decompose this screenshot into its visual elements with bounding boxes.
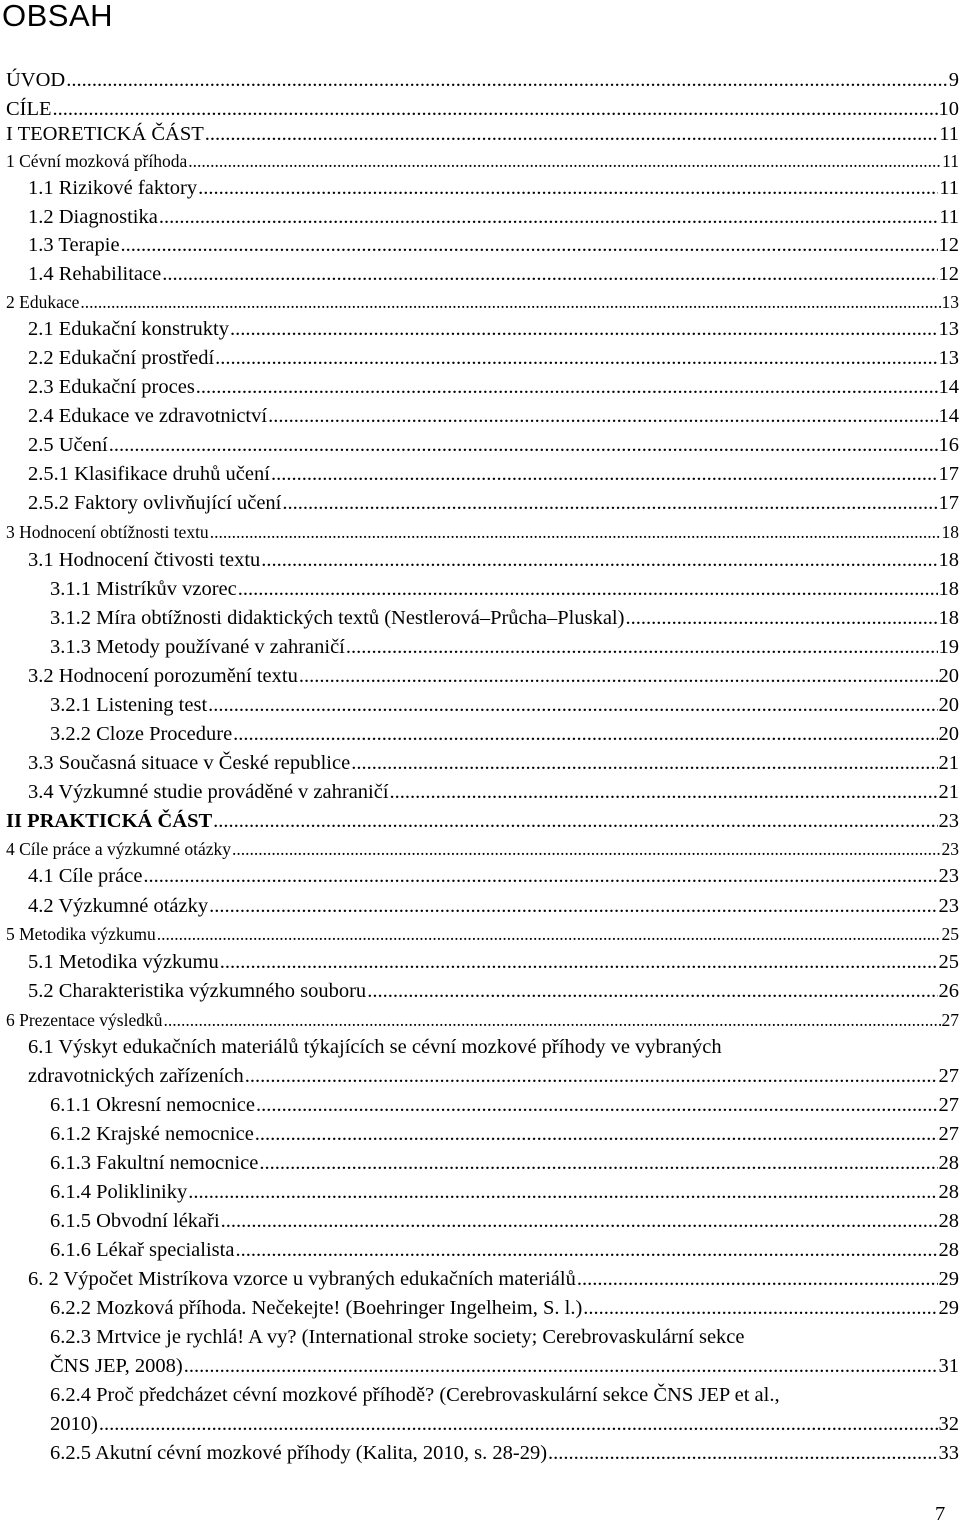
toc-entry[interactable]: 2010) ..... 32 xyxy=(50,1410,959,1439)
toc-entry[interactable]: 4 Cíle práce a výzkumné otázky ..... 23 xyxy=(6,835,959,864)
toc-entry[interactable]: 3.1.3 Metody používané v zahraničí ..... 19 xyxy=(50,633,959,662)
toc-entry[interactable]: 3.2.2 Cloze Procedure ..... 20 xyxy=(50,720,959,749)
toc-entry[interactable]: 6.1.3 Fakultní nemocnice ..... 28 xyxy=(50,1149,959,1178)
toc-entry-first-line[interactable]: 6.2.3 Mrtvice je rychlá! A vy? (International stroke society; Cerebrovaskulární sekce xyxy=(50,1326,745,1348)
toc-entry[interactable]: 3.1.2 Míra obtížnosti didaktických textů (Nestlerová–Průcha–Pluskal) ..... 18 xyxy=(50,604,959,633)
toc-entry[interactable]: 4.1 Cíle práce ..... 23 xyxy=(28,862,959,891)
toc-entry[interactable]: 6.1.4 Polikliniky ..... 28 xyxy=(50,1178,959,1207)
toc-entry[interactable]: II PRAKTICKÁ ČÁST ..... 23 xyxy=(6,807,959,836)
toc-entry[interactable]: 6 Prezentace výsledků ..... 27 xyxy=(6,1006,959,1035)
toc-entry[interactable]: 2.3 Edukační proces ..... 14 xyxy=(28,373,959,402)
toc-entry[interactable]: 6.1.5 Obvodní lékaři ..... 28 xyxy=(50,1207,959,1236)
toc-entry[interactable]: zdravotnických zařízeních ..... 27 xyxy=(28,1062,959,1091)
toc-entry[interactable]: 3.1 Hodnocení čtivosti textu ..... 18 xyxy=(28,546,959,575)
toc-entry[interactable]: 5.2 Charakteristika výzkumného souboru ..... 26 xyxy=(28,977,959,1006)
toc-entry[interactable]: 2.5.2 Faktory ovlivňující učení ..... 17 xyxy=(28,489,959,518)
toc-entry[interactable]: 1.1 Rizikové faktory ..... 11 xyxy=(28,174,959,203)
toc-entry[interactable]: 1 Cévní mozková příhoda ..... 11 xyxy=(6,147,959,176)
toc-entry-first-line[interactable]: 6.2.4 Proč předcházet cévní mozkové příhodě? (Cerebrovaskulární sekce ČNS JEP et al., xyxy=(50,1384,780,1406)
toc-entry-first-line[interactable]: 6.1 Výskyt edukačních materiálů týkajících se cévní mozkové příhody ve vybraných xyxy=(28,1036,722,1058)
toc-entry[interactable]: 3.3 Současná situace v České republice ..... 21 xyxy=(28,749,959,778)
toc-entry[interactable]: 2.2 Edukační prostředí ..... 13 xyxy=(28,344,959,373)
toc-entry[interactable]: 3.2.1 Listening test ..... 20 xyxy=(50,691,959,720)
toc-entry[interactable]: 1.4 Rehabilitace ..... 12 xyxy=(28,260,959,289)
toc-entry[interactable]: 6. 2 Výpočet Mistríkova vzorce u vybraných edukačních materiálů ..... 29 xyxy=(28,1265,959,1294)
toc-entry[interactable]: 4.2 Výzkumné otázky ..... 23 xyxy=(28,892,959,921)
toc-entry[interactable]: 3.4 Výzkumné studie prováděné v zahraničí ..... 21 xyxy=(28,778,959,807)
toc-entry[interactable]: ČNS JEP, 2008) ..... 31 xyxy=(50,1352,959,1381)
toc-entry[interactable]: 3.1.1 Mistríkův vzorec ..... 18 xyxy=(50,575,959,604)
toc-entry[interactable]: 2 Edukace ..... 13 xyxy=(6,288,959,317)
toc-entry[interactable]: 5.1 Metodika výzkumu ..... 25 xyxy=(28,948,959,977)
toc-entry[interactable]: 1.2 Diagnostika ..... 11 xyxy=(28,203,959,232)
toc-entry[interactable]: 5 Metodika výzkumu ..... 25 xyxy=(6,920,959,949)
toc-entry[interactable]: 1.3 Terapie ..... 12 xyxy=(28,231,959,260)
toc-entry[interactable]: I TEORETICKÁ ČÁST ..... 11 xyxy=(6,120,959,149)
toc-entry[interactable]: 2.1 Edukační konstrukty ..... 13 xyxy=(28,315,959,344)
page-title: OBSAH xyxy=(2,0,114,33)
toc-entry[interactable]: 6.1.6 Lékař specialista ..... 28 xyxy=(50,1236,959,1265)
toc-entry[interactable]: 2.5.1 Klasifikace druhů učení ..... 17 xyxy=(28,460,959,489)
toc-entry[interactable]: 6.2.2 Mozková příhoda. Nečekejte! (Boehringer Ingelheim, S. l.) ..... 29 xyxy=(50,1294,959,1323)
toc-entry[interactable]: 2.4 Edukace ve zdravotnictví ..... 14 xyxy=(28,402,959,431)
page-number: 7 xyxy=(935,1503,946,1525)
toc-entry[interactable]: 2.5 Učení ..... 16 xyxy=(28,431,959,460)
toc-entry[interactable]: 3.2 Hodnocení porozumění textu ..... 20 xyxy=(28,662,959,691)
toc-entry[interactable]: 6.2.5 Akutní cévní mozkové příhody (Kalita, 2010, s. 28-29) ..... 33 xyxy=(50,1439,959,1468)
toc-entry[interactable]: CÍLE ..... 10 xyxy=(6,95,959,124)
toc-entry[interactable]: ÚVOD ..... 9 xyxy=(6,66,959,95)
toc-entry[interactable]: 6.1.2 Krajské nemocnice ..... 27 xyxy=(50,1120,959,1149)
toc-entry[interactable]: 6.1.1 Okresní nemocnice ..... 27 xyxy=(50,1091,959,1120)
toc-entry[interactable]: 3 Hodnocení obtížnosti textu ..... 18 xyxy=(6,518,959,547)
